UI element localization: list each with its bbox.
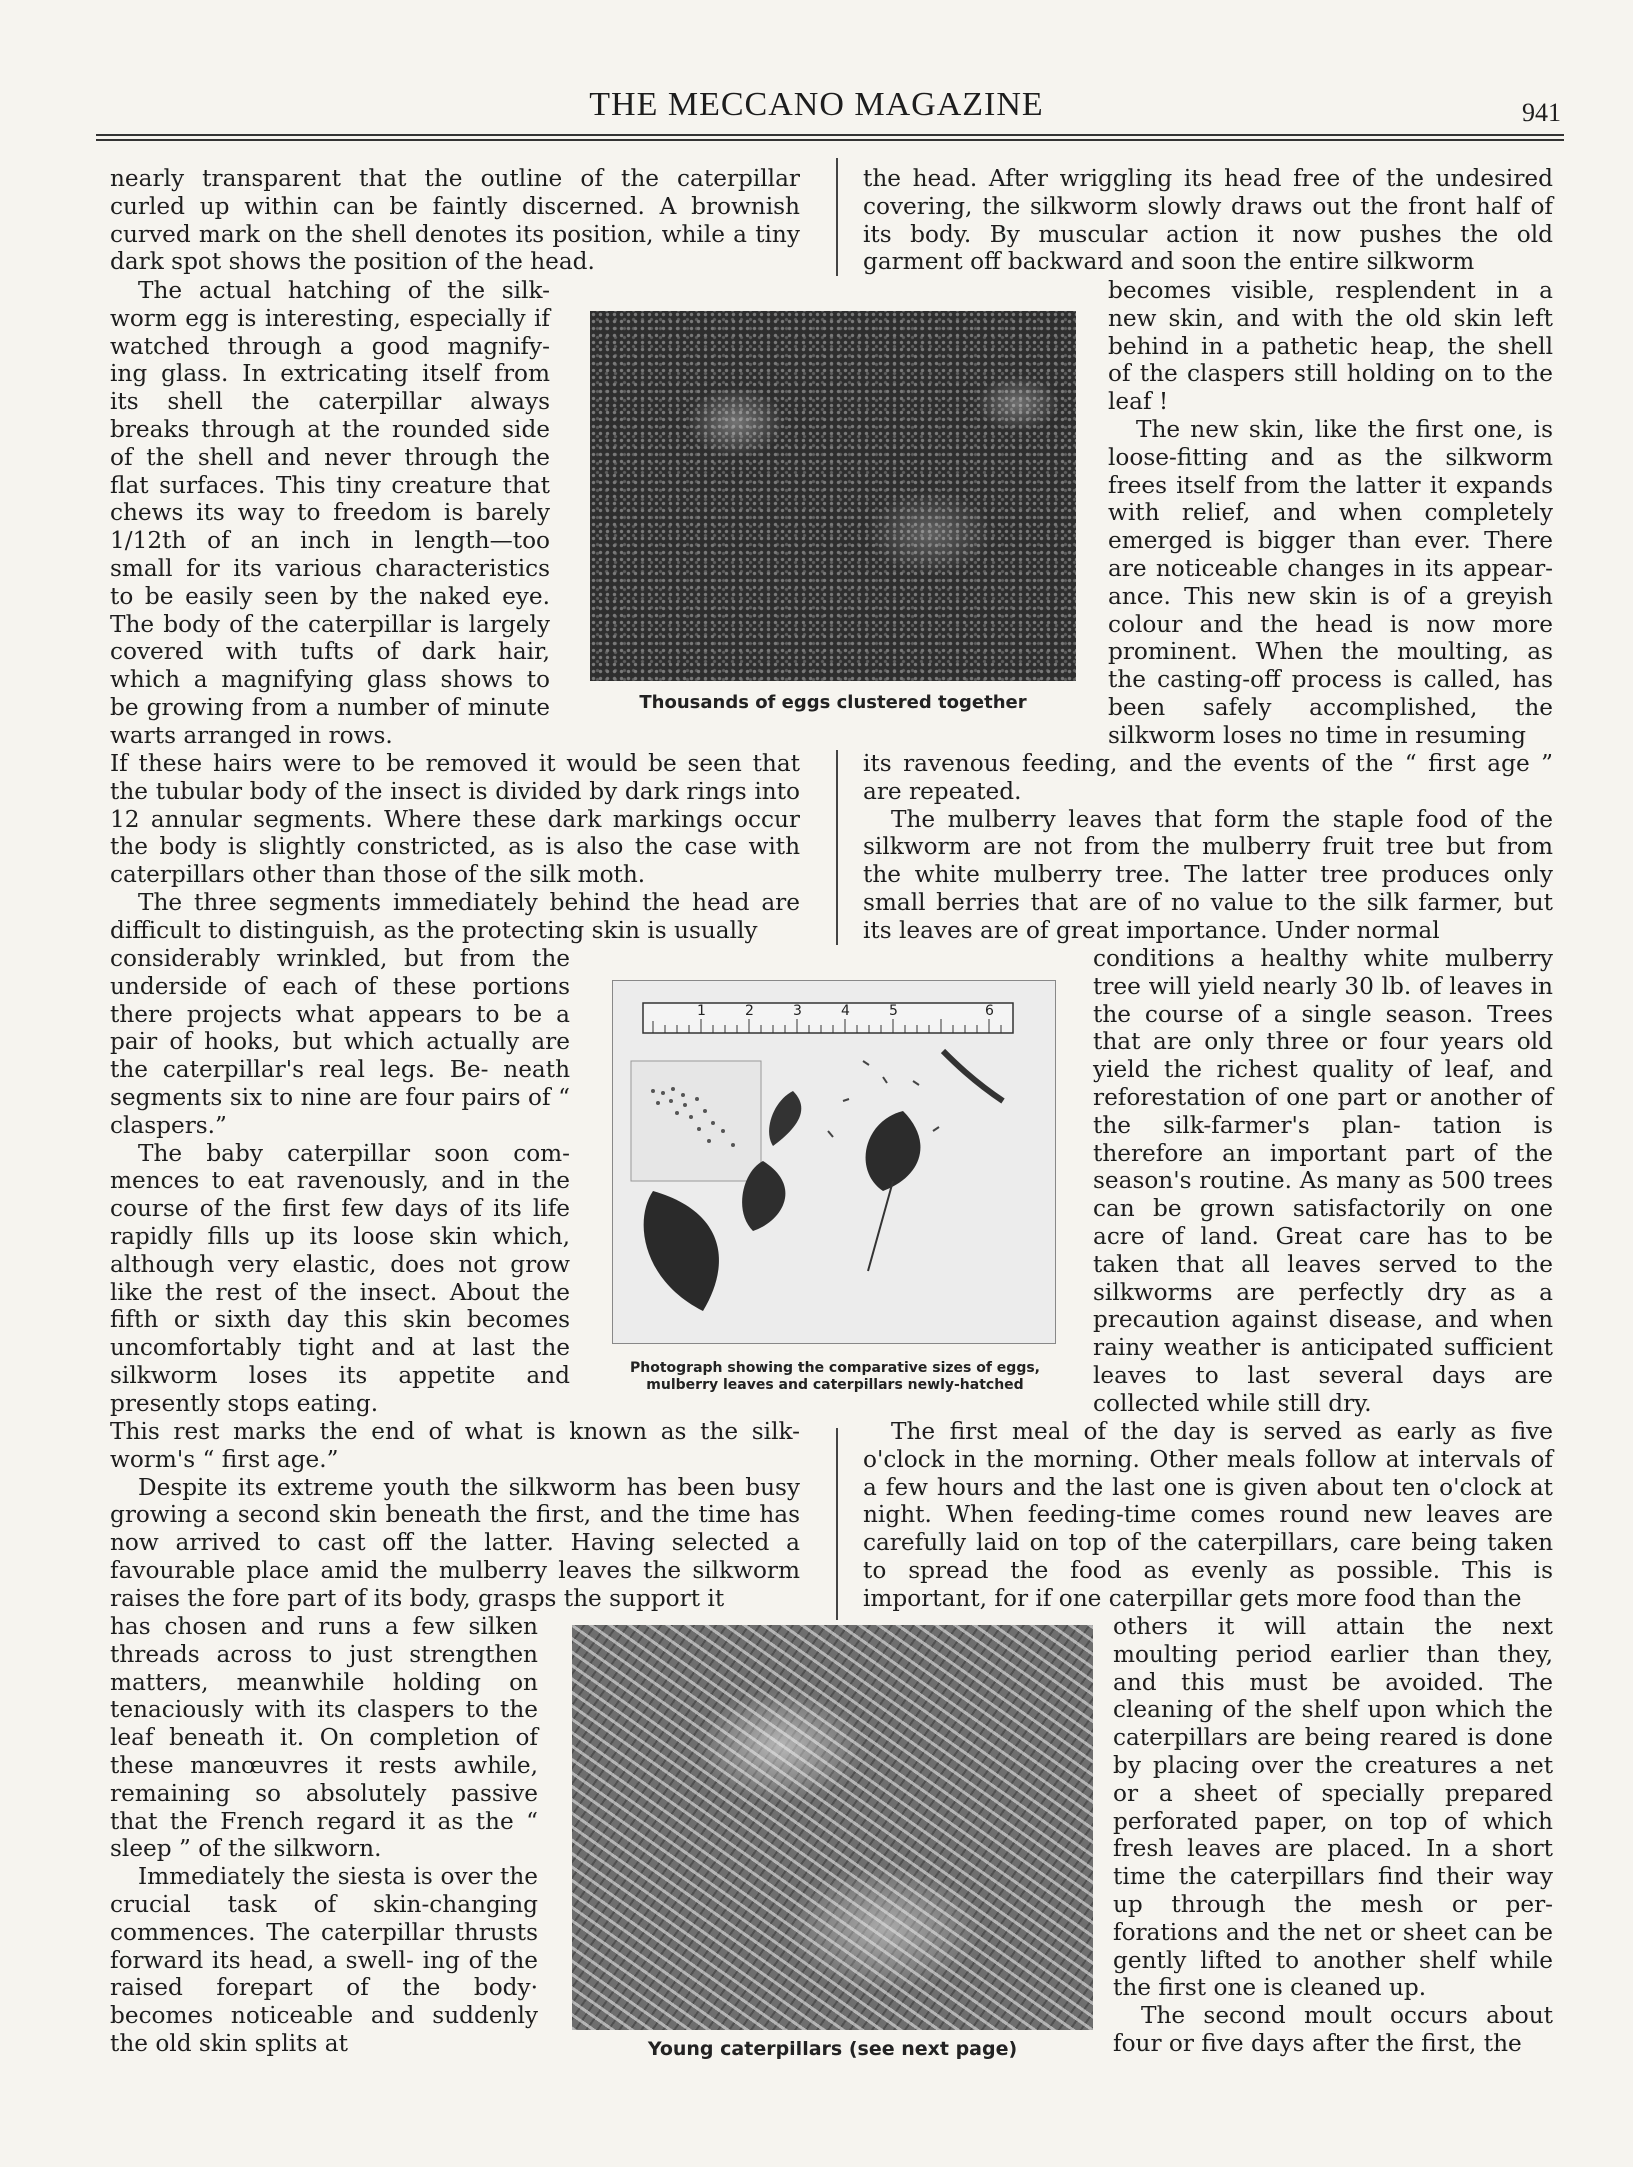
- young-caterpillars-caption: Young caterpillars (see next page): [647, 2038, 1018, 2060]
- paragraph: The three segments immediately behind the head are difficult to distinguish, as the protecting skin is usually: [110, 888, 800, 944]
- column-divider: [836, 750, 838, 945]
- paragraph: nearly transparent that the outline of the caterpillar curled up within can be faintly discerned. A brownish curved mark on the shell denotes its position, while a tiny dark spot shows the position of the head.: [110, 165, 800, 276]
- leaves-caption: Photograph showing the comparative sizes of eggs, mulberry leaves and caterpillars newly-hatched: [630, 1360, 1040, 1393]
- paragraph: The first meal of the day is served as early as five o'clock in the morning. Other meals follow at intervals of a few hours and the last one is given about ten o'clock at night. When feeding-time comes round new leaves are carefully laid on top of the caterpillars, care being taken to spread the food as evenly as possible. This is important, for if one caterpillar gets more food than the: [863, 1418, 1554, 1612]
- paragraph: The mulberry leaves that form the staple food of the silkworm are not from the mulberry fruit tree but from the white mulberry tree. The latter tree produces only small berries that are of no value to the silk farmer, but its leaves are of great importance. Under normal: [863, 805, 1553, 944]
- right-bottom-text: [1113, 1613, 1553, 2058]
- header-rule: [96, 139, 1564, 141]
- magazine-title: THE MECCANO MAGAZINE: [589, 86, 1044, 123]
- left-middle-text: [110, 750, 800, 945]
- left-plate-text: [110, 945, 570, 1418]
- paragraph: Despite its extreme youth the silkworm has been busy growing a second skin beneath the first, and the time has now arrived to cast off the latter. Having selected a favourable place amid the mulberry leaves the silkworm raises the fore part of its body, grasps the support it: [110, 1473, 800, 1612]
- young-caterpillars-photo: [572, 1625, 1093, 2030]
- egg-card: [631, 1061, 761, 1181]
- left-eggs-text: [110, 277, 550, 750]
- right-plate-text: [1093, 945, 1553, 1418]
- leaves-photo: [612, 980, 1056, 1344]
- leaf-stem: [868, 1181, 893, 1271]
- paragraph: the head. After wriggling its head free of the undesired covering, the silkworm slowly draws out the front half of its body. By muscular action it now pushes the old garment off backward and soon the entire silkworm: [863, 165, 1553, 276]
- left-top-text: [110, 165, 800, 276]
- right-eggs-text: [1108, 277, 1553, 750]
- paragraph: others it will attain the next moulting period earlier than they, and this must be avoided. The cleaning of the shelf upon which the caterpillars are being reared is done by placing over the creatures a net or a sheet of specially prepared perforated paper, on top of which fresh leaves are placed. In a short time the caterpillars find their way up through the mesh or per- forations and the net or sheet can be gently lifted to another shelf while the first one is cleaned up.: [1113, 1613, 1554, 2002]
- header-rule: [96, 134, 1564, 136]
- eggs-caption: Thousands of eggs clustered together: [639, 692, 1027, 713]
- ruler-number: 4: [841, 1003, 850, 1019]
- column-divider: [836, 158, 838, 276]
- paragraph: The new skin, like the first one, is loose-fitting and as the silkworm frees itself from the latter it expands with relief, and when completely emerged is bigger than ever. There are noticeable changes in its appear- ance. This new skin is of a greyish colour and the head is now more prominent. When the moulting, as the casting-off process is called, has been safely accomplished, the silkworm loses no time in resuming: [1108, 415, 1553, 749]
- right-middle-text: [863, 750, 1553, 945]
- ruler-number: 6: [985, 1003, 994, 1019]
- ruler-number: 5: [889, 1003, 898, 1019]
- ruler-number: 1: [697, 1003, 706, 1019]
- paragraph: conditions a healthy white mulberry tree will yield nearly 30 lb. of leaves in the course of a single season. Trees that are only three or four years old yield the richest quality of leaf, and reforestation of one part or another of the silk-farmer's plan- tation is therefore an important part of the season's routine. As many as 500 trees can be grown satisfactorily on one acre of land. Great care has to be taken that all leaves served to the silkworms are perfectly dry as a precaution against disease, and when rainy weather is anticipated sufficient leaves to last several days are collected while still dry.: [1093, 945, 1554, 1417]
- paragraph: This rest marks the end of what is known as the silk- worm's “ first age.”: [110, 1418, 800, 1473]
- paragraph: If these hairs were to be removed it would be seen that the tubular body of the insect is divided by dark rings into 12 annular segments. Where these dark markings occur the body is slightly constricted, as is also the case with caterpillars other than those of the silk moth.: [110, 750, 801, 889]
- ruler-number: 3: [793, 1003, 802, 1019]
- paragraph: The baby caterpillar soon com- mences to eat ravenously, and in the course of the first few days of its life rapidly fills up its loose skin which, although very elastic, does not grow like the rest of the insect. About the fifth or sixth day this skin becomes uncomfortably tight and at last the silkworm loses its appetite and presently stops eating.: [110, 1139, 571, 1417]
- paragraph: The actual hatching of the silk- worm egg is interesting, especially if watched through a good magnify- ing glass. In extricating itself from its shell the caterpillar always breaks through at the rounded side of the shell and never through the flat surfaces. This tiny creature that chews its way to freedom is barely 1/12th of an inch in length—too small for its various characteristics to be easily seen by the naked eye. The body of the caterpillar is largely covered with tufts of dark hair, which a magnifying glass shows to be growing from a number of minute warts arranged in rows.: [110, 277, 551, 749]
- paragraph: has chosen and runs a few silken threads across to just strengthen matters, meanwhile holding on tenaciously with its claspers to the leaf beneath it. On completion of these manœuvres it rests awhile, remaining so absolutely passive that the French regard it as the “ sleep ” of the silkworn.: [110, 1613, 538, 1863]
- right-lower-text: [863, 1418, 1553, 1613]
- ruler-number: 2: [745, 1003, 754, 1019]
- paragraph: considerably wrinkled, but from the underside of each of these portions there projects what appears to be a pair of hooks, but which actually are the caterpillar's real legs. Be- neath segments six to nine are four pairs of “ claspers.”: [110, 945, 571, 1139]
- left-bottom-text: [110, 1613, 538, 2058]
- paragraph: Immediately the siesta is over the crucial task of skin-changing commences. The caterpillar thrusts forward its head, a swell- ing of the raised forepart of the body· becomes noticeable and suddenly the old skin splits at: [110, 1863, 538, 2057]
- leaves-photo-drawing: [613, 981, 1055, 1343]
- mulberry-leaf: [866, 1111, 921, 1191]
- paragraph: The second moult occurs about four or five days after the first, the: [1113, 2002, 1553, 2057]
- mulberry-leaf: [769, 1091, 801, 1146]
- mulberry-leaf: [644, 1191, 719, 1311]
- eggs-photo: [590, 311, 1076, 681]
- right-top-text: [863, 165, 1553, 276]
- left-lower-text: [110, 1418, 800, 1613]
- paragraph: its ravenous feeding, and the events of the “ first age ” are repeated.: [863, 750, 1553, 805]
- paragraph: becomes visible, resplendent in a new skin, and with the old skin left behind in a pathetic heap, the shell of the claspers still holding on to the leaf !: [1108, 277, 1553, 416]
- twig: [943, 1051, 1003, 1101]
- column-divider: [836, 1428, 838, 1620]
- page-number: 941: [1522, 98, 1561, 127]
